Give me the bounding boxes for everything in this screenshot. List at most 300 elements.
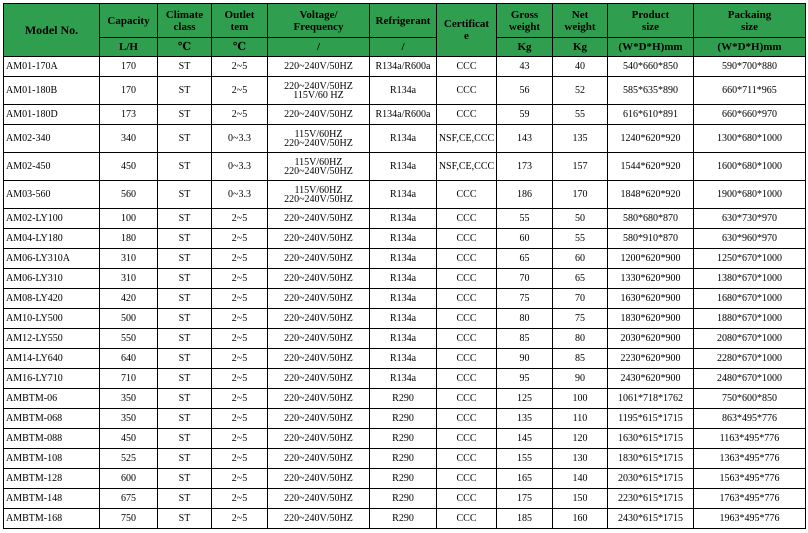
cell-model: AM04-LY180 [4, 229, 100, 249]
voltage-line: 220~240V/50HZ [284, 61, 353, 72]
cell-climate: ST [158, 489, 212, 509]
cell-outlet: 2~5 [212, 249, 268, 269]
cell-certificate: CCC [437, 57, 497, 77]
cell-refrigerant: R134a [370, 309, 437, 329]
cell-net-weight: 90 [553, 369, 608, 389]
cell-capacity: 450 [100, 153, 158, 181]
cell-climate: ST [158, 249, 212, 269]
cell-gross-weight: 135 [497, 409, 553, 429]
cell-certificate: CCC [437, 509, 497, 529]
cell-packaging-size: 1900*680*1000 [694, 181, 806, 209]
table-row [4, 249, 806, 269]
cell-refrigerant: R134a [370, 249, 437, 269]
cell-packaging-size: 660*660*970 [694, 105, 806, 125]
cell-climate: ST [158, 329, 212, 349]
table-row [4, 409, 806, 429]
voltage-line: 220~240V/50HZ [284, 80, 353, 92]
cell-model: AM12-LY550 [4, 329, 100, 349]
cell-product-size: 616*610*891 [608, 105, 694, 125]
cell-capacity: 525 [100, 449, 158, 469]
cell-product-size: 2230*620*900 [608, 349, 694, 369]
cell-climate: ST [158, 269, 212, 289]
cell-certificate: CCC [437, 229, 497, 249]
cell-product-size: 1195*615*1715 [608, 409, 694, 429]
cell-climate: ST [158, 449, 212, 469]
cell-refrigerant: R134a [370, 329, 437, 349]
cell-climate: ST [158, 349, 212, 369]
cell-model: AM08-LY420 [4, 289, 100, 309]
voltage-line: 220~240V/50HZ [284, 333, 353, 344]
cell-refrigerant: R134a/R600a [370, 105, 437, 125]
cell-capacity: 420 [100, 289, 158, 309]
header-voltage: Voltage/ Frequency [268, 4, 370, 38]
cell-capacity: 310 [100, 249, 158, 269]
cell-certificate: CCC [437, 349, 497, 369]
cell-gross-weight: 143 [497, 125, 553, 153]
cell-net-weight: 52 [553, 77, 608, 105]
cell-capacity: 710 [100, 369, 158, 389]
cell-gross-weight: 75 [497, 289, 553, 309]
cell-product-size: 2230*615*1715 [608, 489, 694, 509]
voltage-line: 220~240V/50HZ [284, 165, 353, 177]
cell-climate: ST [158, 389, 212, 409]
cell-packaging-size: 750*600*850 [694, 389, 806, 409]
cell-certificate: CCC [437, 449, 497, 469]
voltage-line: 220~240V/50HZ [284, 253, 353, 264]
cell-voltage [268, 409, 370, 429]
cell-net-weight: 110 [553, 409, 608, 429]
voltage-line: 220~240V/50HZ [284, 513, 353, 524]
cell-outlet: 2~5 [212, 105, 268, 125]
cell-model: AM03-560 [4, 181, 100, 209]
cell-climate: ST [158, 409, 212, 429]
voltage-line: 220~240V/50HZ [284, 313, 353, 324]
table-row [4, 105, 806, 125]
cell-voltage [268, 369, 370, 389]
cell-certificate: CCC [437, 469, 497, 489]
cell-certificate: CCC [437, 209, 497, 229]
cell-packaging-size: 1600*680*1000 [694, 153, 806, 181]
header-model: Model No. [4, 4, 100, 57]
cell-net-weight: 150 [553, 489, 608, 509]
cell-refrigerant: R134a [370, 369, 437, 389]
cell-packaging-size: 1363*495*776 [694, 449, 806, 469]
table-row [4, 429, 806, 449]
cell-net-weight: 120 [553, 429, 608, 449]
cell-outlet: 2~5 [212, 509, 268, 529]
cell-packaging-size: 1963*495*776 [694, 509, 806, 529]
voltage-line: 220~240V/50HZ [284, 493, 353, 504]
cell-refrigerant: R134a [370, 181, 437, 209]
table-row [4, 181, 806, 209]
cell-net-weight: 170 [553, 181, 608, 209]
cell-outlet: 2~5 [212, 309, 268, 329]
cell-model: AMBTM-108 [4, 449, 100, 469]
cell-capacity: 500 [100, 309, 158, 329]
cell-climate: ST [158, 153, 212, 181]
cell-voltage [268, 489, 370, 509]
cell-product-size: 2030*620*900 [608, 329, 694, 349]
voltage-line: 220~240V/50HZ [284, 137, 353, 149]
table-row [4, 509, 806, 529]
unit-packaging-size: (W*D*H)mm [694, 38, 806, 57]
cell-gross-weight: 85 [497, 329, 553, 349]
cell-model: AM01-170A [4, 57, 100, 77]
cell-voltage [268, 181, 370, 209]
table-row [4, 389, 806, 409]
cell-certificate: CCC [437, 329, 497, 349]
cell-product-size: 1200*620*900 [608, 249, 694, 269]
cell-net-weight: 135 [553, 125, 608, 153]
cell-net-weight: 50 [553, 209, 608, 229]
unit-net-weight: Kg [553, 38, 608, 57]
voltage-line: 115V/60HZ [294, 128, 343, 140]
cell-model: AMBTM-06 [4, 389, 100, 409]
cell-packaging-size: 1380*670*1000 [694, 269, 806, 289]
cell-voltage [268, 57, 370, 77]
cell-product-size: 1630*620*900 [608, 289, 694, 309]
table-row [4, 153, 806, 181]
cell-model: AM06-LY310A [4, 249, 100, 269]
table-row [4, 369, 806, 389]
table-row [4, 309, 806, 329]
cell-net-weight: 60 [553, 249, 608, 269]
cell-net-weight: 75 [553, 309, 608, 329]
cell-net-weight: 140 [553, 469, 608, 489]
cell-outlet: 2~5 [212, 269, 268, 289]
cell-model: AM01-180D [4, 105, 100, 125]
cell-voltage [268, 449, 370, 469]
cell-outlet: 2~5 [212, 449, 268, 469]
cell-refrigerant: R290 [370, 489, 437, 509]
cell-model: AM02-450 [4, 153, 100, 181]
cell-climate: ST [158, 77, 212, 105]
voltage-line: 115V/60HZ [294, 156, 343, 168]
cell-capacity: 450 [100, 429, 158, 449]
cell-packaging-size: 1680*670*1000 [694, 289, 806, 309]
unit-refrigerant: / [370, 38, 437, 57]
table-row [4, 77, 806, 105]
unit-outlet: ℃ [212, 38, 268, 57]
cell-gross-weight: 186 [497, 181, 553, 209]
cell-outlet: 2~5 [212, 389, 268, 409]
cell-certificate: CCC [437, 289, 497, 309]
cell-capacity: 600 [100, 469, 158, 489]
cell-net-weight: 100 [553, 389, 608, 409]
cell-packaging-size: 1300*680*1000 [694, 125, 806, 153]
cell-outlet: 2~5 [212, 77, 268, 105]
cell-net-weight: 65 [553, 269, 608, 289]
cell-refrigerant: R134a [370, 289, 437, 309]
voltage-line: 220~240V/50HZ [284, 353, 353, 364]
cell-gross-weight: 175 [497, 489, 553, 509]
cell-product-size: 1830*620*900 [608, 309, 694, 329]
voltage-line: 220~240V/50HZ [284, 293, 353, 304]
cell-gross-weight: 59 [497, 105, 553, 125]
cell-voltage [268, 469, 370, 489]
cell-model: AM02-340 [4, 125, 100, 153]
cell-certificate: NSF,CE,CCC [437, 125, 497, 153]
cell-refrigerant: R290 [370, 409, 437, 429]
cell-gross-weight: 56 [497, 77, 553, 105]
cell-voltage [268, 509, 370, 529]
cell-capacity: 170 [100, 57, 158, 77]
cell-capacity: 560 [100, 181, 158, 209]
cell-product-size: 1330*620*900 [608, 269, 694, 289]
cell-refrigerant: R134a [370, 229, 437, 249]
cell-certificate: CCC [437, 105, 497, 125]
table-row [4, 269, 806, 289]
cell-capacity: 550 [100, 329, 158, 349]
cell-capacity: 100 [100, 209, 158, 229]
cell-refrigerant: R134a [370, 349, 437, 369]
cell-certificate: CCC [437, 409, 497, 429]
cell-outlet: 2~5 [212, 289, 268, 309]
cell-capacity: 310 [100, 269, 158, 289]
cell-certificate: CCC [437, 181, 497, 209]
cell-gross-weight: 70 [497, 269, 553, 289]
cell-voltage [268, 153, 370, 181]
cell-net-weight: 157 [553, 153, 608, 181]
cell-voltage [268, 229, 370, 249]
cell-voltage [268, 429, 370, 449]
table-row [4, 469, 806, 489]
cell-outlet: 0~3.3 [212, 153, 268, 181]
header-packaging-size: Packaing size [694, 4, 806, 38]
unit-voltage: / [268, 38, 370, 57]
cell-model: AM02-LY100 [4, 209, 100, 229]
cell-packaging-size: 863*495*776 [694, 409, 806, 429]
voltage-line: 220~240V/50HZ [284, 433, 353, 444]
cell-packaging-size: 1250*670*1000 [694, 249, 806, 269]
cell-product-size: 1240*620*920 [608, 125, 694, 153]
header-net-weight: Net weight [553, 4, 608, 38]
cell-gross-weight: 65 [497, 249, 553, 269]
cell-refrigerant: R290 [370, 389, 437, 409]
cell-model: AM01-180B [4, 77, 100, 105]
cell-product-size: 1830*615*1715 [608, 449, 694, 469]
cell-capacity: 750 [100, 509, 158, 529]
cell-model: AM10-LY500 [4, 309, 100, 329]
cell-voltage [268, 105, 370, 125]
cell-gross-weight: 43 [497, 57, 553, 77]
cell-net-weight: 40 [553, 57, 608, 77]
voltage-line: 220~240V/50HZ [284, 473, 353, 484]
cell-packaging-size: 590*700*880 [694, 57, 806, 77]
cell-outlet: 2~5 [212, 429, 268, 449]
voltage-line: 220~240V/50HZ [284, 213, 353, 224]
cell-outlet: 2~5 [212, 369, 268, 389]
cell-product-size: 1544*620*920 [608, 153, 694, 181]
cell-refrigerant: R290 [370, 429, 437, 449]
cell-net-weight: 70 [553, 289, 608, 309]
cell-packaging-size: 2480*670*1000 [694, 369, 806, 389]
cell-gross-weight: 145 [497, 429, 553, 449]
header-gross-weight: Gross weight [497, 4, 553, 38]
cell-packaging-size: 1763*495*776 [694, 489, 806, 509]
cell-net-weight: 80 [553, 329, 608, 349]
cell-product-size: 1848*620*920 [608, 181, 694, 209]
cell-outlet: 2~5 [212, 409, 268, 429]
cell-packaging-size: 1880*670*1000 [694, 309, 806, 329]
cell-product-size: 585*635*890 [608, 77, 694, 105]
cell-climate: ST [158, 369, 212, 389]
table-row [4, 125, 806, 153]
cell-refrigerant: R134a [370, 153, 437, 181]
cell-product-size: 2430*620*900 [608, 369, 694, 389]
cell-gross-weight: 165 [497, 469, 553, 489]
cell-model: AM14-LY640 [4, 349, 100, 369]
cell-outlet: 0~3.3 [212, 125, 268, 153]
cell-climate: ST [158, 309, 212, 329]
cell-outlet: 2~5 [212, 489, 268, 509]
cell-certificate: CCC [437, 309, 497, 329]
table-row [4, 209, 806, 229]
cell-certificate: CCC [437, 77, 497, 105]
cell-product-size: 1630*615*1715 [608, 429, 694, 449]
cell-voltage [268, 289, 370, 309]
cell-refrigerant: R290 [370, 469, 437, 489]
cell-refrigerant: R134a/R600a [370, 57, 437, 77]
cell-model: AMBTM-128 [4, 469, 100, 489]
unit-capacity: L/H [100, 38, 158, 57]
cell-product-size: 540*660*850 [608, 57, 694, 77]
cell-net-weight: 130 [553, 449, 608, 469]
voltage-line: 115V/60 HZ [293, 89, 344, 101]
cell-refrigerant: R134a [370, 269, 437, 289]
cell-packaging-size: 1163*495*776 [694, 429, 806, 449]
cell-refrigerant: R134a [370, 209, 437, 229]
cell-outlet: 2~5 [212, 469, 268, 489]
cell-climate: ST [158, 57, 212, 77]
table-row [4, 349, 806, 369]
cell-refrigerant: R134a [370, 77, 437, 105]
table-row [4, 449, 806, 469]
voltage-line: 220~240V/50HZ [284, 273, 353, 284]
header-outlet: Outlet tem [212, 4, 268, 38]
cell-model: AMBTM-148 [4, 489, 100, 509]
cell-gross-weight: 60 [497, 229, 553, 249]
cell-climate: ST [158, 509, 212, 529]
cell-capacity: 173 [100, 105, 158, 125]
cell-packaging-size: 660*711*965 [694, 77, 806, 105]
cell-net-weight: 160 [553, 509, 608, 529]
cell-certificate: CCC [437, 489, 497, 509]
voltage-line: 220~240V/50HZ [284, 193, 353, 205]
cell-climate: ST [158, 289, 212, 309]
cell-outlet: 2~5 [212, 329, 268, 349]
voltage-line: 220~240V/50HZ [284, 233, 353, 244]
cell-certificate: CCC [437, 369, 497, 389]
cell-model: AMBTM-088 [4, 429, 100, 449]
cell-model: AM16-LY710 [4, 369, 100, 389]
unit-climate: ℃ [158, 38, 212, 57]
voltage-line: 220~240V/50HZ [284, 413, 353, 424]
cell-net-weight: 85 [553, 349, 608, 369]
cell-product-size: 2430*615*1715 [608, 509, 694, 529]
cell-certificate: NSF,CE,CCC [437, 153, 497, 181]
cell-capacity: 170 [100, 77, 158, 105]
cell-capacity: 350 [100, 409, 158, 429]
cell-certificate: CCC [437, 429, 497, 449]
cell-gross-weight: 90 [497, 349, 553, 369]
cell-outlet: 2~5 [212, 57, 268, 77]
table-row [4, 489, 806, 509]
cell-product-size: 1061*718*1762 [608, 389, 694, 409]
cell-outlet: 2~5 [212, 209, 268, 229]
cell-climate: ST [158, 229, 212, 249]
cell-gross-weight: 185 [497, 509, 553, 529]
cell-voltage [268, 389, 370, 409]
cell-gross-weight: 80 [497, 309, 553, 329]
cell-outlet: 2~5 [212, 229, 268, 249]
table-row [4, 57, 806, 77]
cell-capacity: 350 [100, 389, 158, 409]
header-refrigerant: Refrigerant [370, 4, 437, 38]
cell-gross-weight: 55 [497, 209, 553, 229]
cell-outlet: 2~5 [212, 349, 268, 369]
cell-refrigerant: R290 [370, 449, 437, 469]
header-certificate: Certificat e [437, 4, 497, 57]
voltage-line: 220~240V/50HZ [284, 453, 353, 464]
header-capacity: Capacity [100, 4, 158, 38]
table-row [4, 329, 806, 349]
cell-certificate: CCC [437, 269, 497, 289]
cell-voltage [268, 349, 370, 369]
voltage-line: 220~240V/50HZ [284, 393, 353, 404]
cell-net-weight: 55 [553, 229, 608, 249]
cell-refrigerant: R290 [370, 509, 437, 529]
cell-gross-weight: 125 [497, 389, 553, 409]
voltage-line: 220~240V/50HZ [284, 109, 353, 120]
cell-refrigerant: R134a [370, 125, 437, 153]
cell-capacity: 640 [100, 349, 158, 369]
cell-gross-weight: 155 [497, 449, 553, 469]
cell-capacity: 340 [100, 125, 158, 153]
cell-certificate: CCC [437, 389, 497, 409]
cell-product-size: 2030*615*1715 [608, 469, 694, 489]
cell-outlet: 0~3.3 [212, 181, 268, 209]
cell-certificate: CCC [437, 249, 497, 269]
cell-voltage [268, 269, 370, 289]
cell-voltage [268, 249, 370, 269]
cell-gross-weight: 95 [497, 369, 553, 389]
cell-climate: ST [158, 209, 212, 229]
cell-product-size: 580*910*870 [608, 229, 694, 249]
header-climate: Climate class [158, 4, 212, 38]
cell-packaging-size: 1563*495*776 [694, 469, 806, 489]
cell-climate: ST [158, 125, 212, 153]
cell-climate: ST [158, 429, 212, 449]
cell-packaging-size: 630*730*970 [694, 209, 806, 229]
cell-capacity: 675 [100, 489, 158, 509]
voltage-line: 220~240V/50HZ [284, 373, 353, 384]
cell-packaging-size: 2280*670*1000 [694, 349, 806, 369]
cell-climate: ST [158, 469, 212, 489]
unit-gross-weight: Kg [497, 38, 553, 57]
cell-model: AM06-LY310 [4, 269, 100, 289]
cell-packaging-size: 630*960*970 [694, 229, 806, 249]
table-row [4, 289, 806, 309]
cell-model: AMBTM-068 [4, 409, 100, 429]
cell-packaging-size: 2080*670*1000 [694, 329, 806, 349]
cell-voltage [268, 125, 370, 153]
cell-product-size: 580*680*870 [608, 209, 694, 229]
cell-voltage [268, 329, 370, 349]
spec-table [3, 3, 806, 529]
cell-climate: ST [158, 181, 212, 209]
cell-net-weight: 55 [553, 105, 608, 125]
